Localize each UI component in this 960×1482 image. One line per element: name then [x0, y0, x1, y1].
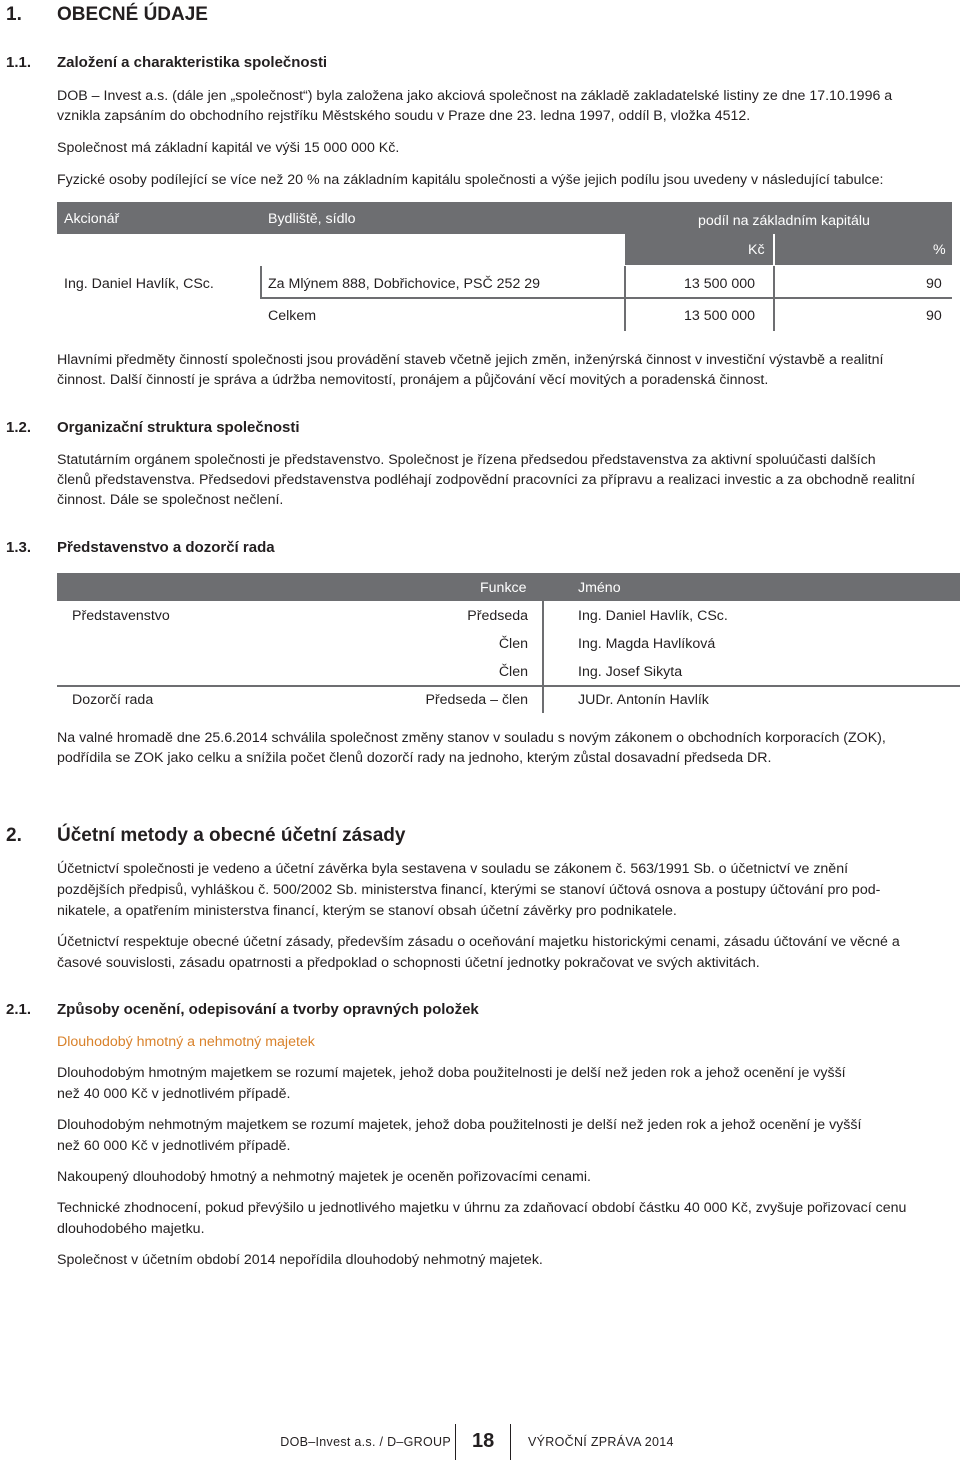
subsection-title: Způsoby ocenění, odepisování a tvorby opravných položek — [57, 1001, 479, 1018]
page-number: 18 — [472, 1430, 495, 1452]
column-divider — [542, 601, 544, 713]
table-header-bar — [625, 234, 952, 265]
column-header: Jméno — [578, 580, 621, 596]
column-header: podíl na základním kapitálu — [698, 213, 870, 229]
footer-divider — [455, 1424, 456, 1460]
subsection-number: 1.3. — [6, 539, 32, 556]
column-header: Akcionář — [64, 211, 120, 227]
paragraph-line: Hlavními předměty činností společnosti jsou provádění staveb včetně jejich změn, inženýrská činnost v investiční výstavbě a realitní — [57, 352, 884, 368]
table-cell: Ing. Josef Sikyta — [578, 664, 683, 680]
subsection-number: 1.1. — [6, 54, 32, 71]
paragraph-line: pozdějších předpisů, vyhláškou č. 500/2002 Sb. ministerstva financí, kterými se stanoví účtová osnova a postupy účtování pro pod- — [57, 882, 881, 898]
footer-report-title: VÝROČNÍ ZPRÁVA 2014 — [528, 1435, 674, 1449]
column-header: % — [933, 242, 946, 258]
table-cell: Za Mlýnem 888, Dobřichovice, PSČ 252 29 — [268, 276, 541, 292]
table-cell: Předseda – člen — [425, 692, 528, 708]
paragraph-line: Na valné hromadě dne 25.6.2014 schválila společnost změny stanov v souladu s novým zákonem o obchodních korporacích (ZOK), — [57, 730, 886, 746]
section-number: 2. — [6, 825, 22, 846]
column-header: Kč — [748, 242, 765, 258]
paragraph-line: Společnost v účetním období 2014 nepořídila dlouhodobý nehmotný majetek. — [57, 1252, 543, 1268]
paragraph-line: činnost. Dále se společnost nečlení. — [57, 492, 284, 508]
section-title: OBECNÉ ÚDAJE — [57, 4, 208, 25]
footer-divider — [510, 1424, 511, 1460]
paragraph-line: Technické zhodnocení, pokud převýšilo u jednotlivého majetku v úhrnu za zdaňovací období částku 40 000 Kč, zvyšuje pořizovací cenu — [57, 1200, 907, 1216]
paragraph-line: Fyzické osoby podílející se více než 20 % na základním kapitálu společnosti a výše jejich podílu jsou uvedeny v následující tabulce: — [57, 172, 884, 188]
table-cell: JUDr. Antonín Havlík — [578, 692, 709, 708]
subsection-number: 2.1. — [6, 1001, 32, 1018]
paragraph-line: DOB – Invest a.s. (dále jen „společnost“) byla založena jako akciová společnost na základě zakladatelské listiny ze dne 17.10.1996 a — [57, 88, 893, 104]
column-header: Funkce — [480, 580, 527, 596]
paragraph-line: Společnost má základní kapitál ve výši 15 000 000 Kč. — [57, 140, 400, 156]
subsection-title: Založení a charakteristika společnosti — [57, 54, 328, 71]
table-cell: Předseda — [467, 608, 528, 624]
section-number: 1. — [6, 4, 22, 25]
paragraph-line: než 40 000 Kč v jednotlivém případě. — [57, 1086, 291, 1102]
paragraph-line: Účetnictví respektuje obecné účetní zásady, především zásadu o oceňování majetku historickými cenami, zásadu účtování ve věcné a — [57, 934, 900, 950]
table-cell: Ing. Daniel Havlík, CSc. — [578, 608, 728, 624]
subsection-title: Organizační struktura společnosti — [57, 419, 300, 436]
paragraph-line: vznikla zapsáním do obchodního rejstříku Městského soudu v Praze dne 23. ledna 1997, oddíl B, vložka 4512. — [57, 108, 751, 124]
table-cell: Ing. Daniel Havlík, CSc. — [64, 276, 214, 292]
paragraph-line: Dlouhodobým hmotným majetkem se rozumí majetek, jehož doba použitelnosti je delší než jeden rok a jehož ocenění je vyšší — [57, 1065, 846, 1081]
paragraph-line: časové souvislosti, zásadu opatrnosti a předpoklad o schopnosti účetní jednotky pokračovat ve svých aktivitách. — [57, 955, 760, 971]
table-cell: Celkem — [268, 308, 317, 324]
paragraph-line: než 60 000 Kč v jednotlivém případě. — [57, 1138, 291, 1154]
table-cell: Představenstvo — [72, 608, 170, 624]
column-divider — [260, 266, 262, 298]
paragraph-line: nikatele, a opatřením ministerstva financí, kterým se stanoví obsah účetní závěrky pro podnikatele. — [57, 903, 677, 919]
row-divider — [260, 297, 952, 299]
section-title: Účetní metody a obecné účetní zásady — [57, 825, 406, 846]
table-cell: 90 — [926, 276, 942, 292]
table-cell: 90 — [926, 308, 942, 324]
sub-heading: Dlouhodobý hmotný a nehmotný majetek — [57, 1034, 315, 1050]
paragraph-line: dlouhodobého majetku. — [57, 1221, 205, 1237]
paragraph-line: členů představenstva. Předsedovi představenstva podléhají zodpovědní pracovníci za přípravu a realizaci investic a za obchodně realitní — [57, 472, 916, 488]
subsection-number: 1.2. — [6, 419, 32, 436]
paragraph-line: Účetnictví společnosti je vedeno a účetní závěrka byla sestavena v souladu se zákonem č. 563/1991 Sb. o účetnictví ve znění — [57, 861, 849, 877]
paragraph-line: Dlouhodobým nehmotným majetkem se rozumí majetek, jehož doba použitelnosti je delší než jeden rok a jehož ocenění je vyšší — [57, 1117, 862, 1133]
table-cell: 13 500 000 — [684, 276, 756, 292]
table-cell: Ing. Magda Havlíková — [578, 636, 716, 652]
table-cell: 13 500 000 — [684, 308, 756, 324]
paragraph-line: Statutárním orgánem společnosti je představenstvo. Společnost je řízena předsedou představenstva za aktivní spoluúčasti dalších — [57, 452, 876, 468]
paragraph-line: podřídila se ZOK jako celku a snížila počet členů dozorčí rady na jednoho, kterým zůstal dosavadní předseda DR. — [57, 750, 772, 766]
column-divider — [773, 234, 775, 265]
table-cell: Dozorčí rada — [72, 692, 154, 708]
paragraph-line: Nakoupený dlouhodobý hmotný a nehmotný majetek je oceněn pořizovacími cenami. — [57, 1169, 591, 1185]
row-divider — [57, 685, 960, 687]
table-cell: Člen — [498, 636, 528, 652]
footer-company: DOB–Invest a.s. / D–GROUP — [280, 1435, 451, 1449]
column-header: Bydliště, sídlo — [268, 211, 356, 227]
subsection-title: Představenstvo a dozorčí rada — [57, 539, 275, 556]
paragraph-line: činnost. Další činností je správa a údržba nemovitostí, pronájem a půjčování věcí movitých a poradenská činnost. — [57, 372, 769, 388]
table-cell: Člen — [498, 664, 528, 680]
